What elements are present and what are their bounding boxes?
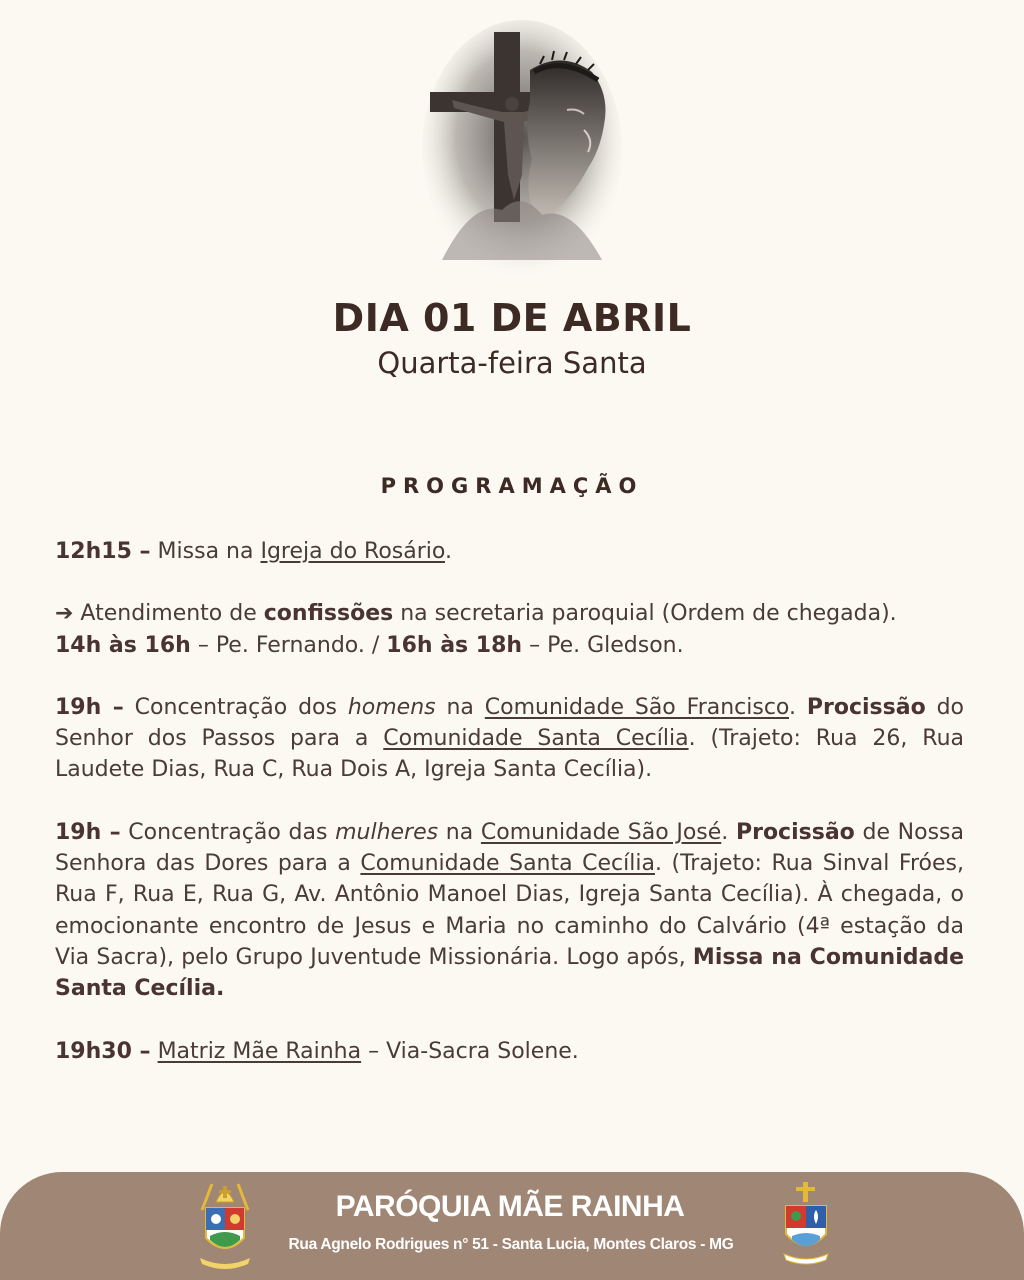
page-title: DIA 01 DE ABRIL [332,296,692,340]
arrow-icon: ➔ [55,601,74,627]
item-time: 19h – [55,819,121,845]
footer-bar [0,1172,1024,1280]
item-text: . [444,539,452,564]
section-heading: PROGRAMAÇÃO [380,474,644,498]
schedule-list [55,536,964,1098]
christ-crucifix-illustration [412,0,622,290]
schedule-item-5 [55,1036,964,1067]
schedule-item-2 [55,598,964,661]
item-text: . (Trajeto: Rua Sinval Fróes, Rua F, Rua E, Rua G, Av. Antônio Manoel Dias, Igreja Santa Cecília). À chegada, o emocionante encontro de Jesus e Maria no caminho do Calvário (4ª estação da Via Sacra), pelo Grupo Juventude Missionária. Logo após, [55,851,964,970]
item-place: Matriz Mãe Rainha [157,1038,362,1064]
schedule-item-4 [55,817,964,1005]
item-place: Comunidade São Francisco [484,694,789,720]
item-time: 12h15 – [55,539,151,564]
item-text: na [435,694,485,720]
item-text: Missa na [150,539,261,564]
item-text: Concentração dos [123,694,348,720]
item-time: 19h30 – [55,1038,151,1064]
schedule-item-1 [55,536,964,567]
item-place: Comunidade Santa Cecília [383,726,689,752]
item-text: de Nossa Senhora das Dores para a [55,819,964,877]
item-text: Atendimento de [73,601,264,627]
item-place: Comunidade Santa Cecília [360,851,655,877]
item-text: . [721,819,736,845]
parish-name: PARÓQUIA MÃE RAINHA [335,1190,685,1223]
item-text: na [438,819,481,845]
item-text: – Pe. Gledson. [522,632,684,658]
parish-address: Rua Agnelo Rodrigues n° 51 - Santa Lucia, Montes Claros - MG [288,1236,734,1253]
item-time: 16h às 18h [386,632,523,658]
item-italic: homens [347,694,436,720]
item-text [151,1039,158,1064]
item-place: Comunidade São José [480,819,722,845]
item-text: – Pe. Fernando. / [190,632,387,658]
item-time: 14h às 16h [55,632,191,658]
item-text: – Via-Sacra Solene. [361,1038,579,1064]
parish-crest-logo [780,1180,832,1270]
item-emphasis: Procissão [735,819,855,845]
item-emphasis: confissões [263,601,394,627]
item-emphasis: Procissão [806,694,926,720]
item-text: . (Trajeto: Rua 26, Rua Laudete Dias, Rua C, Rua Dois A, Igreja Santa Cecília). [55,726,964,783]
item-text: na secretaria paroquial (Ordem de chegada). [393,601,897,627]
item-emphasis: Missa na Comunidade Santa Cecília. [55,944,964,1002]
page-subtitle: Quarta-feira Santa [377,346,647,380]
item-text: do Senhor dos Passos para a [55,694,964,752]
schedule-item-3 [55,692,964,786]
item-italic: mulheres [335,819,439,845]
item-text: . [789,694,807,720]
item-time: 19h – [55,694,124,720]
item-text: Concentração das [120,819,336,845]
item-place: Igreja do Rosário [260,539,445,564]
